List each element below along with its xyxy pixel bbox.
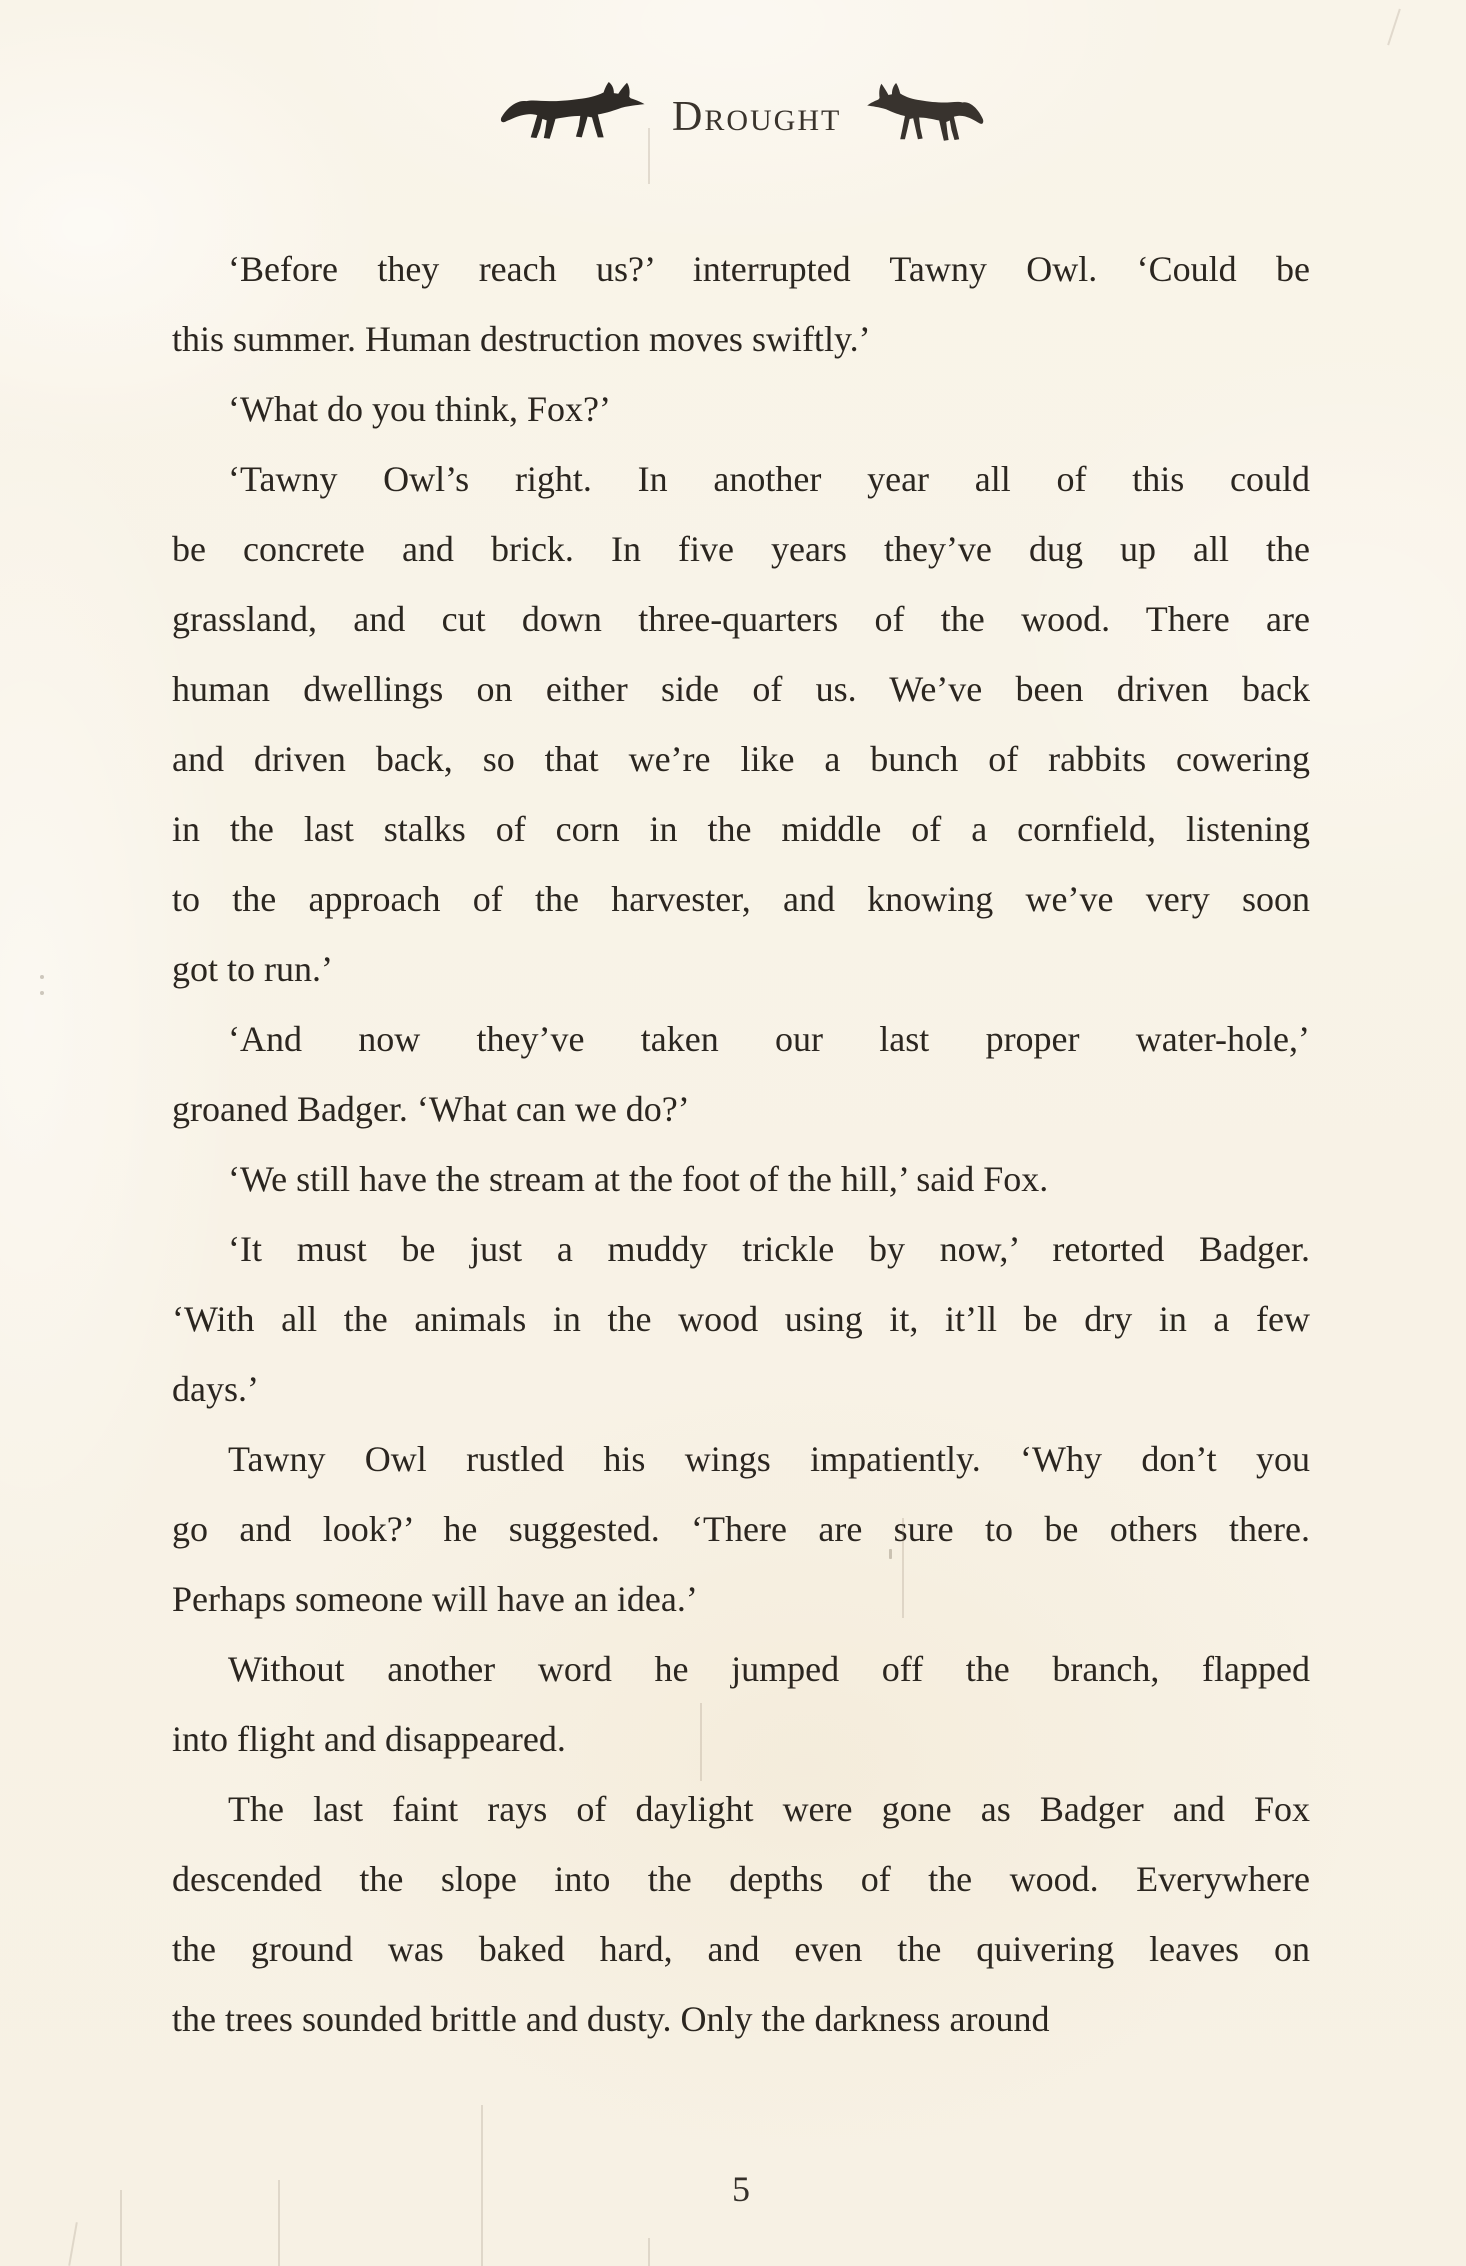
scan-speck [889,1549,892,1559]
page-number: 5 [732,2169,750,2209]
text-line: human dwellings on either side of us. We’ve been driven back [172,669,1310,709]
scan-crease [120,2190,122,2266]
text-line: ‘We still have the stream at the foot of the hill,’ said Fox. [228,1159,1049,1199]
text-line: the ground was baked hard, and even the quivering leaves on [172,1929,1310,1969]
text-line: and driven back, so that we’re like a bunch of rabbits cowering [172,739,1310,779]
text-line: Perhaps someone will have an idea.’ [172,1579,698,1619]
fox-left-icon [500,82,646,141]
text-line: to the approach of the harvester, and knowing we’ve very soon [172,879,1310,919]
chapter-header [0,0,1466,170]
text-line: groaned Badger. ‘What can we do?’ [172,1089,690,1129]
text-line: days.’ [172,1369,259,1409]
text-line: be concrete and brick. In five years they’ve dug up all the [172,529,1310,569]
text-line: ‘Before they reach us?’ interrupted Tawny Owl. ‘Could be [228,249,1310,289]
text-line: Tawny Owl rustled his wings impatiently. ‘Why don’t you [228,1439,1310,1479]
chapter-title-rest: ROUGHT [704,104,842,137]
chapter-title [672,96,841,138]
paragraph [172,1004,1310,1144]
scan-crease [648,2238,650,2266]
page-text [172,234,1310,2054]
scan-crease [278,2180,280,2266]
text-line: The last faint rays of daylight were gone as Badger and Fox [228,1789,1310,1829]
scan-crease [648,128,650,184]
fox-right-icon [866,83,984,143]
text-line: descended the slope into the depths of the wood. Everywhere [172,1859,1310,1899]
text-line: ‘What do you think, Fox?’ [228,389,611,429]
scan-crease [68,2222,78,2266]
scan-speck [40,975,44,979]
text-line: Without another word he jumped off the branch, flapped [228,1649,1310,1689]
scan-crease [902,1518,904,1618]
paragraph [172,444,1310,1004]
text-line: ‘With all the animals in the wood using it, it’ll be dry in a few [172,1299,1310,1339]
paragraph [172,234,1310,374]
text-line: go and look?’ he suggested. ‘There are sure to be others there. [172,1509,1310,1549]
scan-crease [700,1703,702,1781]
scan-crease [481,2105,483,2266]
text-line: in the last stalks of corn in the middle of a cornfield, listening [172,809,1310,849]
paragraph [172,374,1310,444]
text-line: this summer. Human destruction moves swiftly.’ [172,319,871,359]
text-line: grassland, and cut down three-quarters of the wood. There are [172,599,1310,639]
paragraph [172,1424,1310,1634]
paragraph [172,1634,1310,1774]
scan-speck [40,991,44,995]
paragraph [172,1144,1310,1214]
text-line: ‘It must be just a muddy trickle by now,’ retorted Badger. [228,1229,1310,1269]
text-line: got to run.’ [172,949,333,989]
text-line: into flight and disappeared. [172,1719,566,1759]
text-line: ‘Tawny Owl’s right. In another year all of this could [228,459,1310,499]
paragraph [172,1774,1310,2054]
paragraph [172,1214,1310,1424]
text-line: the trees sounded brittle and dusty. Only the darkness around [172,1999,1050,2039]
chapter-title-initial: D [672,94,705,140]
text-line: ‘And now they’ve taken our last proper water-hole,’ [228,1019,1310,1059]
